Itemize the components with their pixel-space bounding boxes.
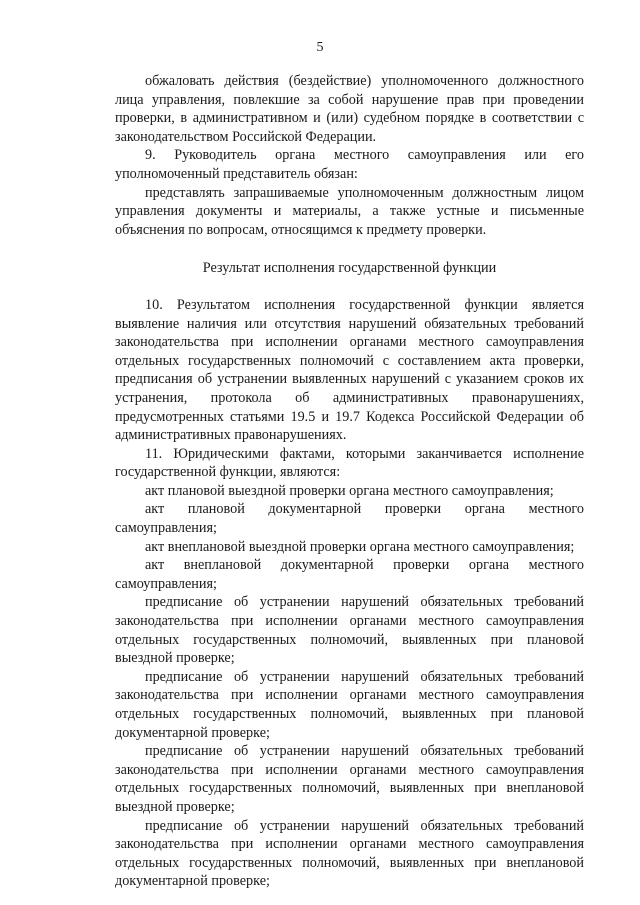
paragraph: обжаловать действия (бездействие) уполномоченного должностного лица управления, повлекшие за собой нарушение прав при проведении проверки, в административном и (или) судебном порядке в соответствии с законодательством Российской Федерации. xyxy=(115,73,584,145)
page-number: 5 xyxy=(316,40,324,55)
paragraph: 10. Результатом исполнения государственной функции является выявление наличия или отсутствия нарушений обязательных требований законодательства при исполнении органами местного самоуправления отдельных государственных полномочий с составлением акта проверки, предписания об устранении выявленных нарушений с указанием сроков их устранения, протокола об административных правонарушениях, предусмотренных статьями 19.5 и 19.7 Кодекса Российской Федерации об административных правонарушениях. xyxy=(115,296,584,444)
list-item: предписание об устранении нарушений обязательных требований законодательства при исполнении органами местного самоуправления отдельных государственных полномочий, выявленных при внеплановой выездной проверке; xyxy=(115,743,584,815)
list-item: предписание об устранении нарушений обязательных требований законодательства при исполнении органами местного самоуправления отдельных государственных полномочий, выявленных при плановой выездной проверке; xyxy=(115,594,584,667)
list-item: предписание об устранении нарушений обязательных требований законодательства при исполнении органами местного самоуправления отдельных государственных полномочий, выявленных при внеплановой документарной проверке; xyxy=(115,817,584,890)
list-item: предписание об устранении нарушений обязательных требований законодательства при исполнении органами местного самоуправления отдельных государственных полномочий, выявленных при плановой документарной проверке; xyxy=(115,668,584,741)
paragraph: представлять запрашиваемые уполномоченным должностным лицом управления документы и материалы, а также устные и письменные объяснения по вопросам, относящимся к предмету проверки. xyxy=(115,184,584,238)
section-heading: Результат исполнения государственной функции xyxy=(202,260,497,277)
list-item: акт внеплановой документарной проверки органа местного самоуправления; xyxy=(115,557,584,592)
list-item: акт плановой документарной проверки органа местного самоуправления; xyxy=(115,501,584,537)
paragraph: 11. Юридическими фактами, которыми заканчивается исполнение государственной функции, являются: xyxy=(115,445,584,481)
document-body xyxy=(115,72,584,891)
paragraph: 9. Руководитель органа местного самоуправления или его уполномоченный представитель обязан: xyxy=(115,147,584,182)
list-item: акт внеплановой выездной проверки органа местного самоуправления; xyxy=(145,538,575,555)
list-item: акт плановой выездной проверки органа местного самоуправления; xyxy=(145,482,554,499)
